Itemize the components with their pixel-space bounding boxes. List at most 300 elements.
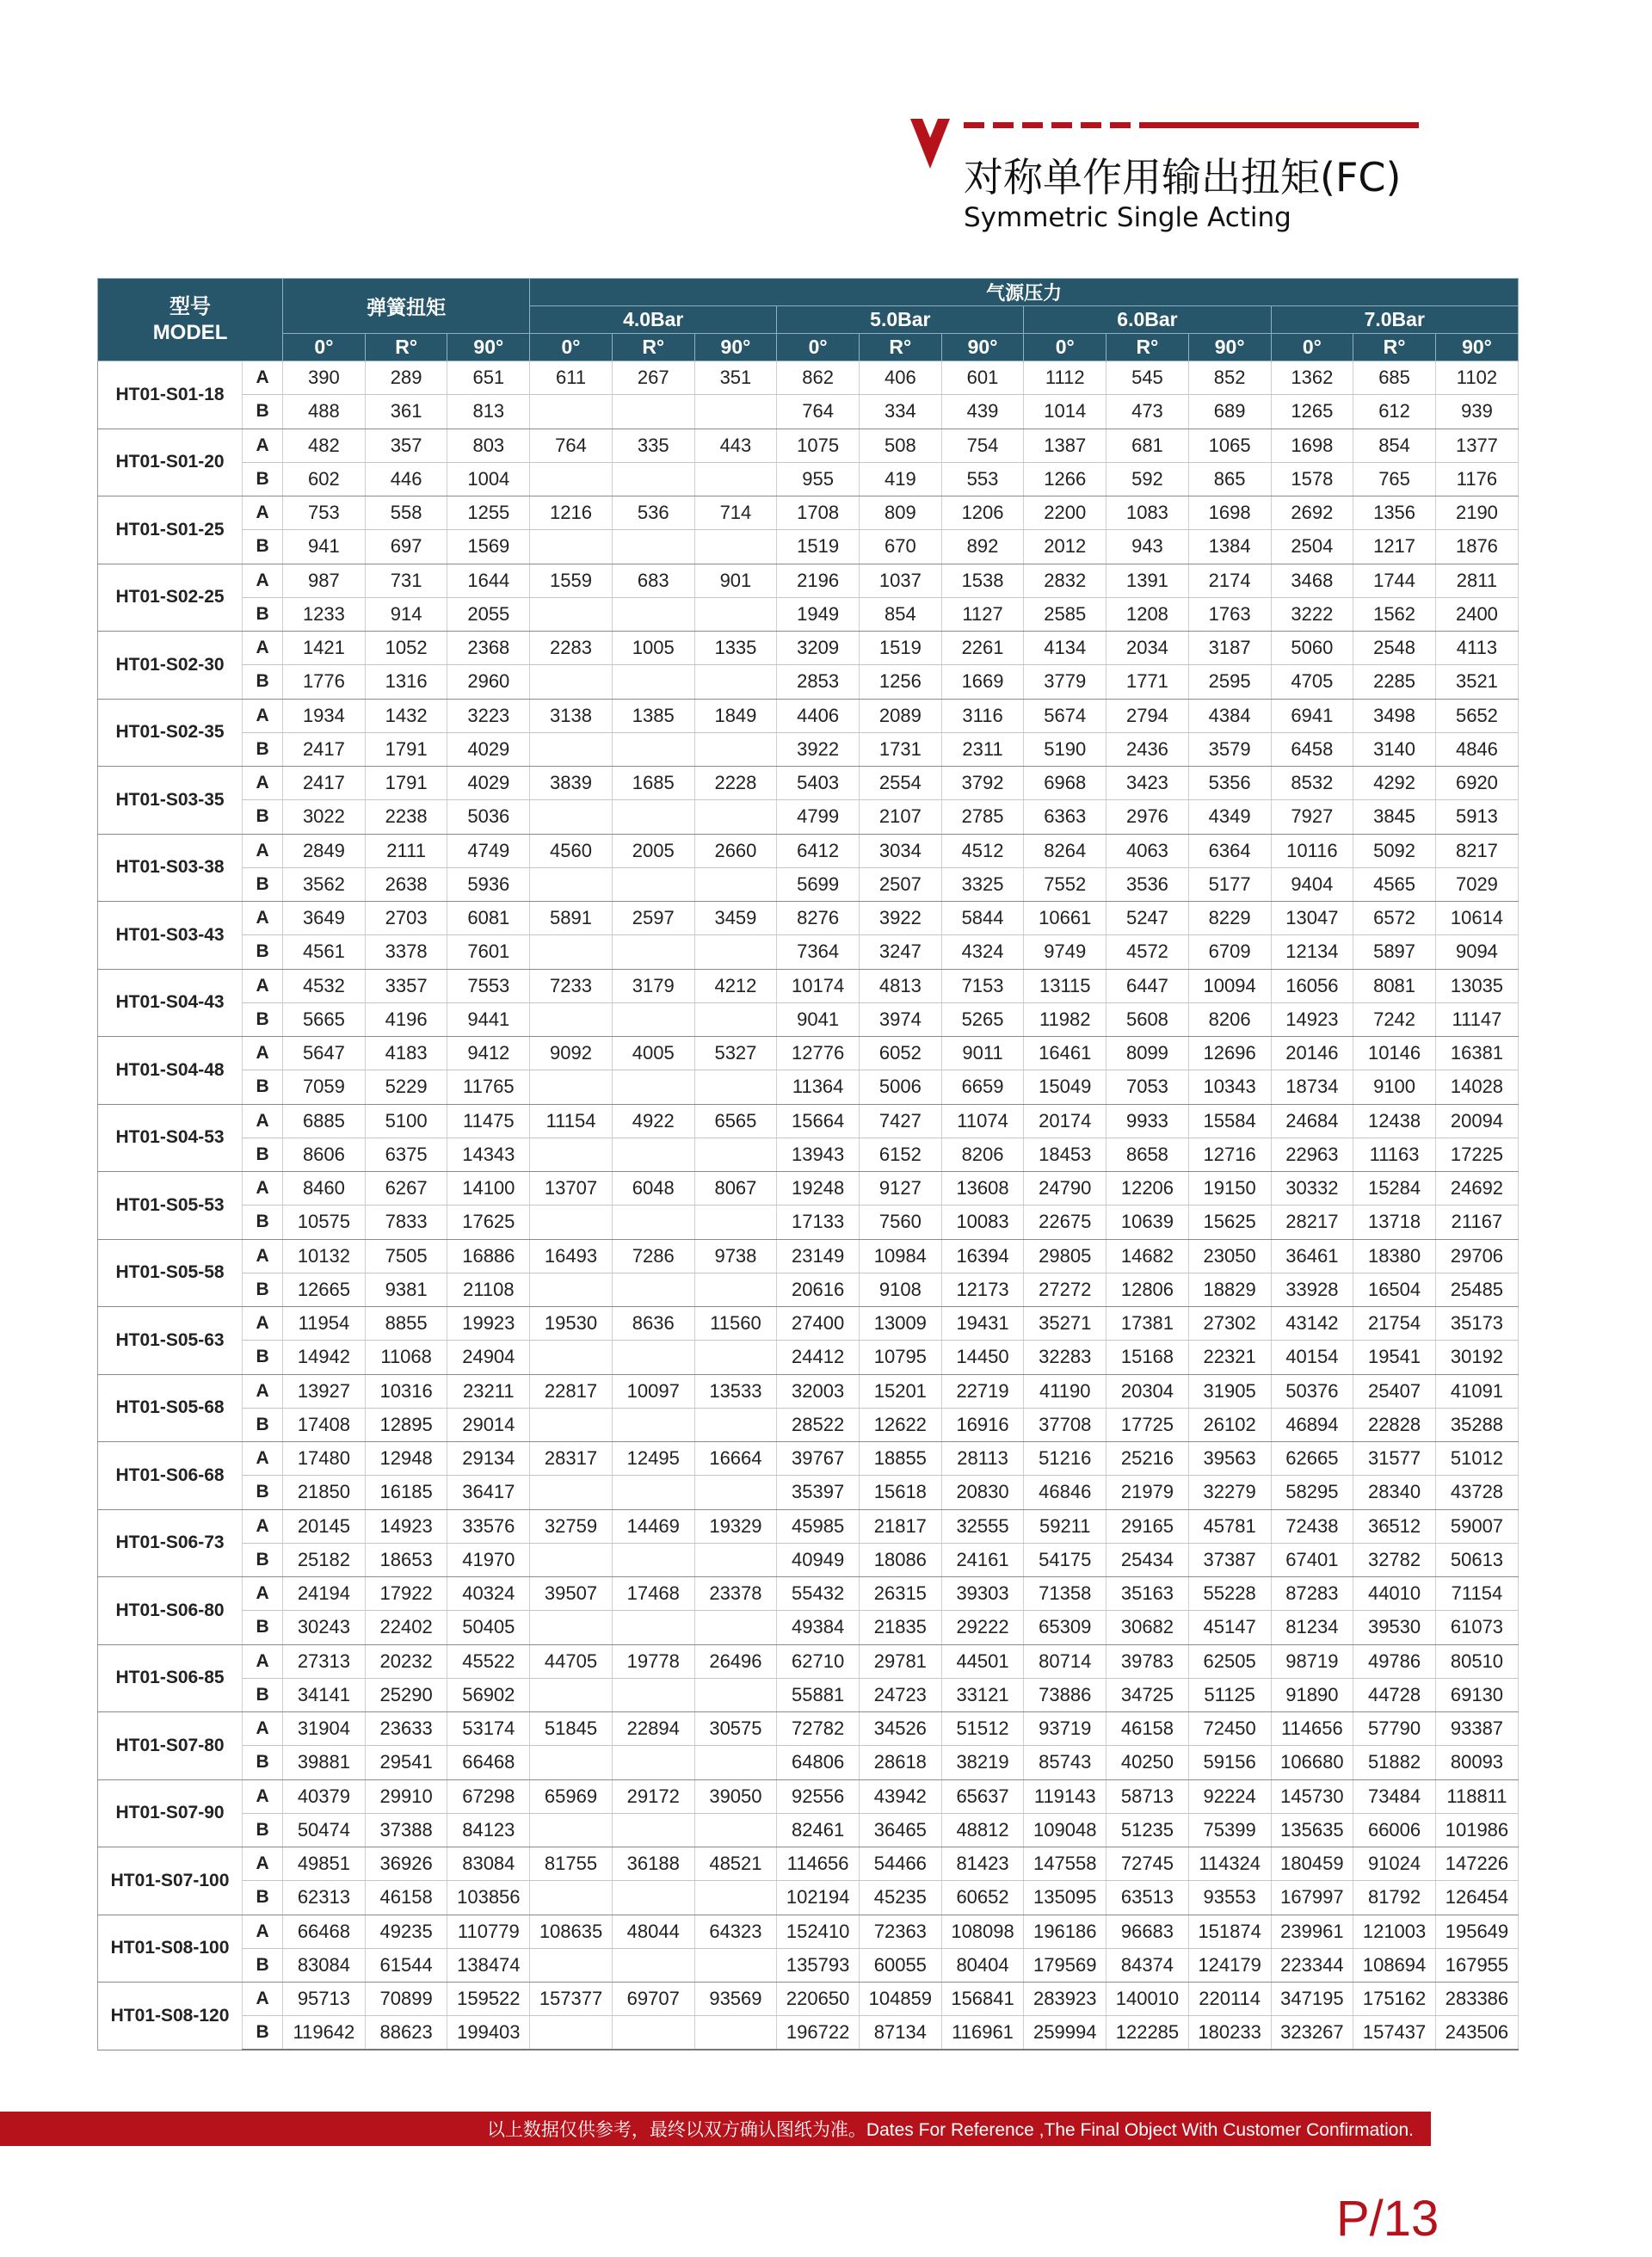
torque-value-cell: 12806 [1106,1273,1189,1306]
torque-value-cell: 2005 [612,834,694,867]
torque-value-cell: 48812 [941,1813,1024,1847]
row-variant-label: B [243,1341,283,1374]
torque-value-cell: 714 [694,496,777,530]
torque-value-cell: 670 [859,530,941,564]
torque-value-cell: 18086 [859,1543,941,1576]
torque-value-cell: 3138 [530,699,613,732]
torque-value-cell: 4349 [1188,800,1271,834]
torque-value-cell: 5100 [365,1104,447,1138]
torque-value-cell: 473 [1106,395,1189,429]
torque-value-cell: 73886 [1024,1678,1106,1711]
table-row [98,1442,1519,1476]
torque-value-cell: 96683 [1106,1915,1189,1948]
table-row [98,1273,1519,1306]
torque-value-cell: 1849 [694,699,777,732]
torque-value-cell: 13707 [530,1172,613,1206]
torque-value-cell: 16381 [1435,1037,1518,1070]
torque-value-cell [530,1881,613,1915]
torque-value-cell: 13927 [283,1374,366,1408]
torque-value-cell: 3187 [1188,632,1271,665]
row-variant-label: B [243,1476,283,1509]
page-subtitle: Symmetric Single Acting [964,202,1291,233]
torque-value-cell: 37708 [1024,1408,1106,1441]
torque-value-cell: 1644 [447,564,530,597]
torque-value-cell: 3845 [1353,800,1436,834]
row-variant-label: A [243,1104,283,1138]
table-row [98,1138,1519,1171]
torque-value-cell: 5699 [777,867,860,901]
torque-value-cell: 7505 [365,1239,447,1273]
torque-value-cell: 1316 [365,665,447,699]
torque-value-cell: 10097 [612,1374,694,1408]
torque-value-cell: 267 [612,361,694,395]
torque-value-cell: 1256 [859,665,941,699]
row-variant-label: A [243,767,283,800]
torque-value-cell: 36926 [365,1847,447,1881]
torque-value-cell: 3649 [283,902,366,935]
torque-value-cell: 30243 [283,1611,366,1644]
torque-value-cell: 2585 [1024,597,1106,631]
torque-value-cell: 19923 [447,1307,530,1341]
torque-value-cell: 22894 [612,1712,694,1746]
angle-header: 90° [694,334,777,361]
torque-value-cell: 28522 [777,1408,860,1441]
torque-value-cell: 1387 [1024,429,1106,462]
torque-value-cell: 2400 [1435,597,1518,631]
torque-value-cell: 4922 [612,1104,694,1138]
row-variant-label: B [243,530,283,564]
torque-value-cell: 357 [365,429,447,462]
torque-value-cell: 43142 [1271,1307,1353,1341]
torque-value-cell: 55228 [1188,1577,1271,1611]
torque-value-cell [530,867,613,901]
row-variant-label: A [243,1509,283,1543]
torque-value-cell: 1356 [1353,496,1436,530]
torque-value-cell: 14942 [283,1341,366,1374]
torque-value-cell: 10116 [1271,834,1353,867]
torque-value-cell: 36461 [1271,1239,1353,1273]
torque-value-cell: 27272 [1024,1273,1106,1306]
torque-value-cell [530,1678,613,1711]
torque-value-cell: 1731 [859,732,941,766]
torque-value-cell: 32782 [1353,1543,1436,1576]
torque-value-cell: 11147 [1435,1002,1518,1036]
torque-value-cell: 25290 [365,1678,447,1711]
torque-value-cell: 10575 [283,1206,366,1239]
torque-value-cell: 21108 [447,1273,530,1306]
torque-value-cell: 1519 [777,530,860,564]
torque-value-cell: 2285 [1353,665,1436,699]
torque-value-cell: 283386 [1435,1983,1518,2016]
torque-value-cell: 1206 [941,496,1024,530]
torque-value-cell: 51125 [1188,1678,1271,1711]
torque-value-cell: 239961 [1271,1915,1353,1948]
torque-value-cell: 46158 [365,1881,447,1915]
torque-value-cell: 602 [283,462,366,496]
model-cell: HT01-S04-53 [98,1104,243,1172]
torque-value-cell: 20616 [777,1273,860,1306]
torque-value-cell: 1519 [859,632,941,665]
torque-value-cell: 7560 [859,1206,941,1239]
torque-value-cell: 35173 [1435,1307,1518,1341]
torque-value-cell: 35271 [1024,1307,1106,1341]
torque-value-cell: 26496 [694,1644,777,1678]
table-row [98,1037,1519,1070]
torque-value-cell: 17480 [283,1442,366,1476]
torque-value-cell: 482 [283,429,366,462]
torque-value-cell: 601 [941,361,1024,395]
torque-value-cell: 83084 [283,1948,366,1982]
torque-value-cell: 7242 [1353,1002,1436,1036]
torque-value-cell: 697 [365,530,447,564]
torque-value-cell: 23149 [777,1239,860,1273]
torque-value-cell: 30575 [694,1712,777,1746]
torque-value-cell: 114656 [777,1847,860,1881]
torque-value-cell: 36188 [612,1847,694,1881]
torque-value-cell: 60652 [941,1881,1024,1915]
torque-value-cell: 29781 [859,1644,941,1678]
torque-value-cell: 11154 [530,1104,613,1138]
torque-value-cell: 20830 [941,1476,1024,1509]
torque-value-cell: 1538 [941,564,1024,597]
torque-value-cell: 32283 [1024,1341,1106,1374]
torque-value-cell: 135793 [777,1948,860,1982]
torque-value-cell: 4560 [530,834,613,867]
torque-value-cell: 289 [365,361,447,395]
torque-value-cell: 45147 [1188,1611,1271,1644]
torque-value-cell: 58713 [1106,1779,1189,1813]
torque-value-cell [612,732,694,766]
torque-value-cell: 901 [694,564,777,597]
row-variant-label: B [243,800,283,834]
torque-value-cell: 54175 [1024,1543,1106,1576]
torque-value-cell: 92224 [1188,1779,1271,1813]
torque-value-cell: 24692 [1435,1172,1518,1206]
torque-value-cell: 119143 [1024,1779,1106,1813]
table-row [98,632,1519,665]
torque-value-cell: 6048 [612,1172,694,1206]
torque-value-cell: 764 [777,395,860,429]
torque-value-cell: 15201 [859,1374,941,1408]
torque-value-cell: 71154 [1435,1577,1518,1611]
torque-value-cell: 17625 [447,1206,530,1239]
torque-value-cell: 220114 [1188,1983,1271,2016]
torque-value-cell: 50405 [447,1611,530,1644]
torque-value-cell: 65637 [941,1779,1024,1813]
torque-value-cell: 1004 [447,462,530,496]
torque-value-cell [694,1611,777,1644]
torque-value-cell: 4512 [941,834,1024,867]
torque-value-cell: 4196 [365,1002,447,1036]
model-cell: HT01-S01-25 [98,496,243,564]
torque-value-cell: 88623 [365,2016,447,2050]
torque-value-cell: 93719 [1024,1712,1106,1746]
table-row [98,1678,1519,1711]
torque-value-cell: 683 [612,564,694,597]
torque-value-cell: 167955 [1435,1948,1518,1982]
torque-value-cell: 2849 [283,834,366,867]
torque-value-cell: 8081 [1353,969,1436,1002]
torque-value-cell: 5356 [1188,767,1271,800]
torque-value-cell: 2174 [1188,564,1271,597]
footer-note: 以上数据仅供参考，最终以双方确认图纸为准。Dates For Reference ,The Final Object With Customer Confirmation. [486,2120,1414,2140]
row-variant-label: A [243,1172,283,1206]
torque-value-cell: 536 [612,496,694,530]
torque-value-cell: 109048 [1024,1813,1106,1847]
torque-value-cell: 2554 [859,767,941,800]
torque-value-cell: 48044 [612,1915,694,1948]
footer-bar [0,2112,1431,2146]
torque-value-cell: 36465 [859,1813,941,1847]
torque-value-cell: 689 [1188,395,1271,429]
row-variant-label: A [243,564,283,597]
torque-value-cell: 5674 [1024,699,1106,732]
torque-value-cell: 27313 [283,1644,366,1678]
torque-value-cell: 29172 [612,1779,694,1813]
torque-value-cell: 3974 [859,1002,941,1036]
torque-value-cell [530,1746,613,1779]
torque-value-cell: 140010 [1106,1983,1189,2016]
torque-value-cell: 138474 [447,1948,530,1982]
torque-value-cell: 8636 [612,1307,694,1341]
torque-value-cell: 43728 [1435,1476,1518,1509]
torque-value-cell [612,1070,694,1104]
table-header [98,279,1519,361]
torque-value-cell: 24161 [941,1543,1024,1576]
torque-value-cell: 1744 [1353,564,1436,597]
torque-value-cell: 3922 [777,732,860,766]
table-row [98,1239,1519,1273]
torque-value-cell: 351 [694,361,777,395]
torque-value-cell: 12665 [283,1273,366,1306]
torque-value-cell: 1876 [1435,530,1518,564]
row-variant-label: B [243,665,283,699]
torque-value-cell: 13115 [1024,969,1106,1002]
torque-value-cell: 4113 [1435,632,1518,665]
torque-value-cell [530,1543,613,1576]
table-row [98,1577,1519,1611]
torque-value-cell [530,597,613,631]
torque-value-cell: 98719 [1271,1644,1353,1678]
torque-value-cell: 5647 [283,1037,366,1070]
torque-value-cell: 46894 [1271,1408,1353,1441]
torque-value-cell: 75399 [1188,1813,1271,1847]
table-row [98,1746,1519,1779]
table-row [98,395,1519,429]
torque-value-cell: 553 [941,462,1024,496]
torque-value-cell: 31905 [1188,1374,1271,1408]
torque-value-cell: 20145 [283,1509,366,1543]
torque-value-cell: 2811 [1435,564,1518,597]
torque-value-cell: 104859 [859,1983,941,2016]
torque-value-cell: 80404 [941,1948,1024,1982]
torque-value-cell: 955 [777,462,860,496]
torque-value-cell: 26315 [859,1577,941,1611]
torque-value-cell: 5229 [365,1070,447,1104]
torque-value-cell: 62505 [1188,1644,1271,1678]
torque-value-cell: 27400 [777,1307,860,1341]
angle-header: 0° [1024,334,1106,361]
torque-value-cell [530,1476,613,1509]
torque-value-cell: 124179 [1188,1948,1271,1982]
torque-value-cell: 2200 [1024,496,1106,530]
torque-value-cell: 41190 [1024,1374,1106,1408]
torque-value-cell: 14100 [447,1172,530,1206]
row-variant-label: A [243,969,283,1002]
torque-value-cell: 2638 [365,867,447,901]
torque-value-cell: 20094 [1435,1104,1518,1138]
torque-value-cell: 1377 [1435,429,1518,462]
torque-value-cell [530,1341,613,1374]
torque-value-cell: 3034 [859,834,941,867]
torque-value-cell: 9100 [1353,1070,1436,1104]
torque-value-cell: 84374 [1106,1948,1189,1982]
torque-value-cell: 7427 [859,1104,941,1138]
torque-value-cell: 3779 [1024,665,1106,699]
row-variant-label: B [243,1002,283,1036]
torque-value-cell [530,1273,613,1306]
torque-value-cell [612,2016,694,2050]
torque-value-cell: 17468 [612,1577,694,1611]
torque-value-cell: 852 [1188,361,1271,395]
torque-value-cell [530,1408,613,1441]
torque-value-cell: 29805 [1024,1239,1106,1273]
angle-header: 0° [283,334,366,361]
torque-value-cell: 1391 [1106,564,1189,597]
torque-value-cell: 44010 [1353,1577,1436,1611]
torque-value-cell: 5844 [941,902,1024,935]
torque-value-cell: 8067 [694,1172,777,1206]
torque-value-cell: 865 [1188,462,1271,496]
row-variant-label: A [243,1983,283,2016]
torque-value-cell: 22828 [1353,1408,1436,1441]
table-row [98,1172,1519,1206]
angle-header: 90° [447,334,530,361]
model-label-en: MODEL [152,320,228,344]
torque-value-cell: 91890 [1271,1678,1353,1711]
torque-value-cell: 14923 [365,1509,447,1543]
torque-value-cell: 2107 [859,800,941,834]
torque-value-cell: 3022 [283,800,366,834]
torque-value-cell: 7286 [612,1239,694,1273]
torque-value-cell: 29134 [447,1442,530,1476]
torque-value-cell: 108635 [530,1915,613,1948]
torque-value-cell: 1266 [1024,462,1106,496]
torque-value-cell: 50474 [283,1813,366,1847]
torque-value-cell: 1685 [612,767,694,800]
torque-value-cell [612,935,694,969]
torque-value-cell: 2507 [859,867,941,901]
torque-value-cell [530,1948,613,1982]
torque-value-cell: 11068 [365,1341,447,1374]
torque-value-cell: 6709 [1188,935,1271,969]
table-row [98,1307,1519,1341]
pressure-header: 6.0Bar [1024,306,1271,334]
torque-value-cell: 2368 [447,632,530,665]
torque-value-cell: 10083 [941,1206,1024,1239]
torque-value-cell: 80093 [1435,1746,1518,1779]
row-variant-label: B [243,1948,283,1982]
torque-value-cell: 1065 [1188,429,1271,462]
torque-value-cell [612,1881,694,1915]
torque-value-cell: 145730 [1271,1779,1353,1813]
angle-header: 0° [777,334,860,361]
row-variant-label: A [243,429,283,462]
model-column-header [98,279,283,361]
torque-value-cell: 28618 [859,1746,941,1779]
table-row [98,1983,1519,2016]
torque-value-cell [530,1611,613,1644]
torque-value-cell: 2785 [941,800,1024,834]
torque-value-cell: 3521 [1435,665,1518,699]
torque-value-cell [612,1138,694,1171]
torque-value-cell: 17725 [1106,1408,1189,1441]
torque-value-cell: 66468 [283,1915,366,1948]
torque-value-cell: 195649 [1435,1915,1518,1948]
torque-value-cell: 8229 [1188,902,1271,935]
torque-value-cell: 259994 [1024,2016,1106,2050]
torque-value-cell: 7029 [1435,867,1518,901]
torque-value-cell: 24194 [283,1577,366,1611]
torque-value-cell: 14923 [1271,1002,1353,1036]
header-dash-line [964,122,1419,128]
torque-value-cell: 45985 [777,1509,860,1543]
torque-value-cell: 4005 [612,1037,694,1070]
torque-value-cell: 443 [694,429,777,462]
torque-value-cell: 72363 [859,1915,941,1948]
torque-value-cell: 753 [283,496,366,530]
torque-value-cell: 3922 [859,902,941,935]
torque-value-cell: 147558 [1024,1847,1106,1881]
torque-value-cell: 13943 [777,1138,860,1171]
torque-value-cell: 19431 [941,1307,1024,1341]
torque-value-cell [694,1138,777,1171]
torque-value-cell: 24790 [1024,1172,1106,1206]
torque-value-cell: 5060 [1271,632,1353,665]
torque-value-cell: 49384 [777,1611,860,1644]
torque-value-cell: 14028 [1435,1070,1518,1104]
torque-table [97,278,1519,2050]
model-cell: HT01-S05-53 [98,1172,243,1240]
row-variant-label: B [243,395,283,429]
torque-value-cell: 10174 [777,969,860,1002]
model-cell: HT01-S08-100 [98,1915,243,1983]
torque-value-cell: 175162 [1353,1983,1436,2016]
torque-value-cell: 13718 [1353,1206,1436,1239]
torque-value-cell: 64323 [694,1915,777,1948]
table-row [98,935,1519,969]
torque-value-cell: 5006 [859,1070,941,1104]
torque-value-cell: 51882 [1353,1746,1436,1779]
torque-value-cell: 7552 [1024,867,1106,901]
torque-value-cell: 6941 [1271,699,1353,732]
torque-value-cell: 1217 [1353,530,1436,564]
torque-value-cell: 22675 [1024,1206,1106,1239]
torque-value-cell: 765 [1353,462,1436,496]
torque-value-cell: 4813 [859,969,941,1002]
torque-value-cell: 323267 [1271,2016,1353,2050]
torque-value-cell [612,1813,694,1847]
table-row [98,1881,1519,1915]
torque-value-cell: 167997 [1271,1881,1353,1915]
torque-value-cell: 39507 [530,1577,613,1611]
torque-value-cell: 59211 [1024,1509,1106,1543]
row-variant-label: B [243,867,283,901]
torque-value-cell: 15168 [1106,1341,1189,1374]
torque-value-cell: 914 [365,597,447,631]
torque-value-cell: 3459 [694,902,777,935]
torque-value-cell: 2190 [1435,496,1518,530]
